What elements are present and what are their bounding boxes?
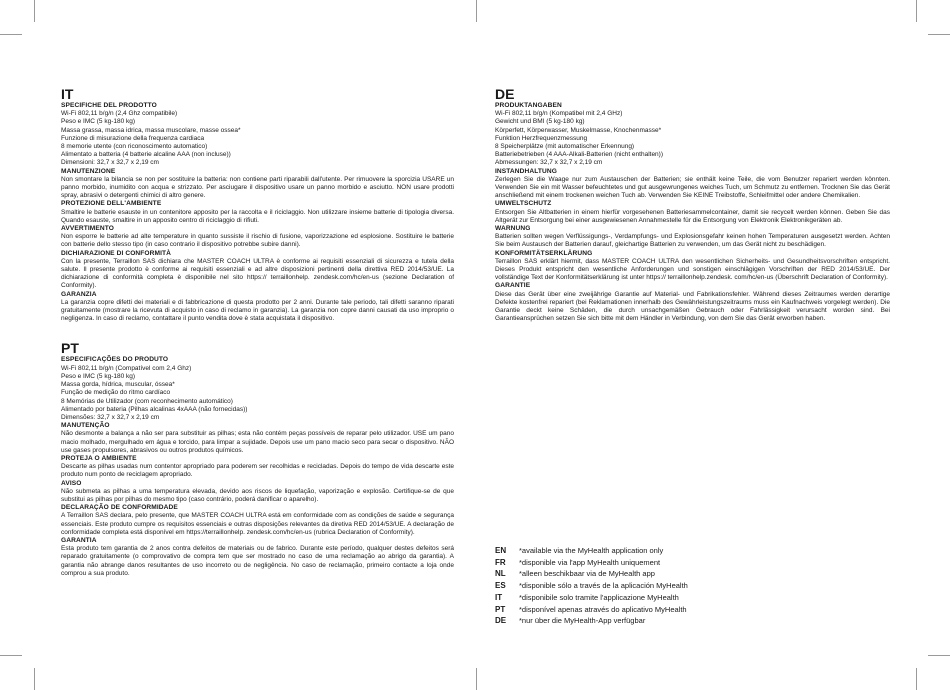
footnote-row bbox=[495, 557, 890, 569]
conformity-heading: KONFORMITÄTSERKLÄRUNG bbox=[495, 249, 593, 257]
maintenance-text: Zerlegen Sie die Waage nur zum Austauschen der Batterien; sie enthält keine Teile, die vom Benutzer repariert werden könnten. Verwenden Sie ein mit Wasser befeuchtetes und gut ausgewrungenes weiches Tuch, um Schmutz zu entfernen. Trocknen Sie das Gerät anschließend mit einem trockenen weichen Tuch ab. Verwenden Sie KEINE Treibstoffe, Schleifmittel oder andere Chemikalien. bbox=[495, 175, 890, 200]
footnote-language: IT bbox=[495, 592, 503, 602]
footnote-language: EN bbox=[495, 546, 507, 555]
section-it bbox=[61, 87, 454, 323]
crop-mark bbox=[34, 0, 35, 22]
spec-line: Wi-Fi 802,11 b/g/n (2,4 Ghz compatibile) bbox=[61, 110, 178, 118]
footnote-text: *nur über die MyHealth-App verfügbar bbox=[519, 616, 646, 626]
section-de bbox=[495, 87, 890, 323]
warranty-heading: GARANTIE bbox=[495, 282, 531, 290]
warranty-text: La garanzia copre difetti dei materiali e di fabbricazione di questa prodotto per 2 anni. Durante tale periodo, tali difetti saranno riparati gratuitamente (mostrare la ricevuta di acquisto in caso di reclamo in garanzia). La garanzia non copre danni causati da uso improprio o negligenza. In caso di reclamo, contattare il punto vendita dove è stata acquistata il dispositivo. bbox=[61, 298, 454, 323]
warranty-heading: GARANZIA bbox=[61, 290, 97, 298]
environment-heading: PROTEJA O AMBIENTE bbox=[61, 454, 137, 462]
footnote-text: *disponible via l'app MyHealth uniquement bbox=[519, 557, 661, 567]
environment-heading: UMWELTSCHUTZ bbox=[495, 200, 552, 208]
maintenance-text: Non smontare la bilancia se non per sostituire la batteria: non contiene parti riparabili dall'utente. Per rimuovere la sporcizia USARE un panno morbido, inumidito con acqua e strizzato. Per asciugare il dispositivo usare un panno morbido e asciutto. NON usare prodotti spray, abrasivi o detergenti chimici di altro genere. bbox=[61, 175, 454, 200]
warning-text: Batterien sollten wegen Verflüssigungs-, Verdampfungs- und Explosionsgefahr keinen hohen Temperaturen ausgesetzt werden. Achten Sie beim Austausch der Batterien darauf, gleichartige Batterien zu verwenden, um das Gerät nicht zu beschädigen. bbox=[495, 233, 890, 249]
maintenance-heading: INSTANDHALTUNG bbox=[495, 167, 557, 175]
spec-line: Dimensões: 32,7 x 32,7 x 2,19 cm bbox=[61, 413, 160, 421]
app-footnotes bbox=[495, 545, 890, 627]
warning-heading: WARNUNG bbox=[495, 225, 531, 233]
footnote-text: *disponible sólo a través de la aplicación MyHealth bbox=[519, 581, 688, 591]
spec-line: Alimentato a batteria (4 batterie alcaline AAA (non incluse)) bbox=[61, 151, 231, 159]
warranty-text: Diese das Gerät über eine zweijährige Garantie auf Material- und Fabrikationsfehler. Während dieses Zeitraumes werden derartige Defekte kostenfrei repariert (bei Reklamationen innerhalb des Gewährleistungszeitraums muss ein Kaufnachweis vorgelegt werden). Die Garantie deckt keine Schäden, die durch unsachgemäßen Gebrauch oder Fahrlässigkeit verursacht worden sind. Bei Garantieansprüchen setzen Sie sich bitte mit dem Händler in Verbindung, von dem Sie das Gerät erworben haben. bbox=[495, 290, 890, 323]
spec-line: Körperfett, Körperwasser, Muskelmasse, Knochenmasse* bbox=[495, 126, 662, 134]
footnote-language: FR bbox=[495, 557, 506, 567]
maintenance-heading: MANUTENÇÃO bbox=[61, 422, 110, 430]
footnote-row bbox=[495, 604, 890, 616]
spec-heading: PRODUKTANGABEN bbox=[495, 102, 562, 109]
spec-line: 8 Memórias de Utilizador (com reconhecimento automático) bbox=[61, 397, 233, 405]
maintenance-text: Não desmonte a balança a não ser para substituir as pilhas; esta não contém peças possíveis de reparar pelo utilizador. USE um pano macio molhado, mergulhado em água e torcido, para limpar a sujidade. Depois use um pano macio seco para secar o dispositivo. NÃO use gases propulsores, abrasivos ou outros produtos químicos. bbox=[61, 430, 454, 454]
spec-line: Dimensioni: 32,7 x 32,7 x 2,19 cm bbox=[61, 159, 159, 167]
warning-text: Não submeta as pilhas a uma temperatura elevada, devido aos riscos de liquefação, vaporização e explosão. Certifique-se de que substitui as pilhas por pilhas do mesmo tipo (caso contrário, poderá danificar o aparelho). bbox=[61, 487, 454, 503]
spec-line: Alimentado por bateria (Pilhas alcalinas 4xAAA (não fornecidas)) bbox=[61, 405, 248, 413]
warning-heading: AVVERTIMENTO bbox=[61, 225, 114, 233]
conformity-heading: DICHIARAZIONE DI CONFORMITÀ bbox=[61, 249, 172, 257]
conformity-text: Con la presente, Terraillon SAS dichiara che MASTER COACH ULTRA è conforme ai requisiti essenziali di sicurezza e tutela della salute. Il presente prodotto è conforme ai requisiti essenziali e ad altre disposizioni pertinenti della direttiva RED 2014/53/UE. La dichiarazione di conformità completa è disponibile nel sito https:// terraillonhelp. zendesk.com/hc/en-us (sezione Declaration of Conformity). bbox=[61, 257, 454, 290]
environment-text: Entsorgen Sie Altbatterien in einem hierfür vorgesehenen Batteriesammelcontainer, damit sie recycelt werden können. Geben Sie das Altgerät zur Entsorgung bei einer ausgewiesenen Annahmestelle für die Entsorgung von Elektronik Elektronikgeräten ab. bbox=[495, 208, 890, 224]
spec-line: 8 Speicherplätze (mit automatischer Erkennung) bbox=[495, 143, 635, 151]
crop-mark bbox=[476, 0, 477, 22]
crop-mark bbox=[928, 34, 950, 35]
crop-mark bbox=[928, 655, 950, 656]
spec-line: 8 memorie utente (con riconoscimento automatico) bbox=[61, 143, 208, 151]
footnote-row bbox=[495, 615, 890, 627]
spec-line: Gewicht und BMI (5 kg-180 kg) bbox=[495, 118, 585, 126]
maintenance-heading: MANUTENZIONE bbox=[61, 167, 116, 175]
footnote-row bbox=[495, 545, 890, 557]
warning-heading: AVISO bbox=[61, 479, 82, 487]
spec-line: Massa gorda, hídrica, muscular, óssea* bbox=[61, 381, 175, 389]
environment-heading: PROTEZIONE DELL'AMBIENTE bbox=[61, 200, 162, 208]
environment-text: Smaltire le batterie esauste in un contenitore apposito per la raccolta e il riciclaggio. Non utilizzare insieme batterie di tipologia diversa. Quando esauste, smaltire in un apposito centro di riciclaggio di rifiuti. bbox=[61, 208, 454, 224]
language-code: PT bbox=[61, 340, 79, 357]
spec-line: Peso e IMC (5 kg-180 kg) bbox=[61, 372, 136, 380]
footnote-row bbox=[495, 568, 890, 580]
crop-mark bbox=[0, 34, 22, 35]
crop-mark bbox=[916, 668, 917, 690]
conformity-text: Terraillon SAS erklärt hiermit, dass MASTER COACH ULTRA den wesentlichen Sicherheits- und Gesundheitsvorschriften entspricht. Dieses Produkt entspricht den wesentliche Anforderungen und sonstigen einschlägigen Vorschriften der RED 2014/53/UE. Der vollständige Text der Konformitätserklärung ist unter https:// terraillonhelp.zendesk. com/hc/en-us (Überschrift Declaration of Conformity). bbox=[495, 257, 890, 282]
crop-mark bbox=[0, 655, 22, 656]
footnote-language: NL bbox=[495, 569, 506, 579]
footnote-text: *alleen beschikbaar via de MyHealth app bbox=[519, 569, 655, 579]
spec-line: Massa grassa, massa idrica, massa muscolare, masse ossea* bbox=[61, 126, 241, 134]
warranty-heading: GARANTIA bbox=[61, 536, 97, 544]
spec-line: Peso e IMC (5 kg-180 kg) bbox=[61, 118, 136, 126]
spec-line: Abmessungen: 32,7 x 32,7 x 2,19 cm bbox=[495, 159, 603, 167]
footnote-text: *disponível apenas através do aplicativo MyHealth bbox=[519, 604, 687, 614]
right-column bbox=[495, 87, 890, 323]
section-pt bbox=[61, 341, 454, 577]
spec-line: Função de medição do ritmo cardíaco bbox=[61, 389, 171, 397]
footnote-text: *disponibile solo tramite l'applicazione MyHealth bbox=[519, 592, 679, 602]
language-code: IT bbox=[61, 86, 74, 102]
crop-mark bbox=[34, 668, 35, 690]
footnote-row bbox=[495, 592, 890, 604]
footnote-text: *available via the MyHealth application only bbox=[519, 546, 664, 555]
spec-heading: SPECIFICHE DEL PRODOTTO bbox=[61, 102, 157, 109]
spec-line: Funktion Herzfrequenzmessung bbox=[495, 134, 588, 142]
spec-line: Wi-Fi 802,11 b/g/n (Compatível com 2,4 Ghz) bbox=[61, 364, 192, 372]
spec-line: Batteriebetrieben (4 AAA-Alkali-Batterien (nicht enthalten)) bbox=[495, 151, 664, 159]
spec-line: Wi-Fi 802,11 b/g/n (Kompatibel mit 2,4 GHz) bbox=[495, 110, 623, 118]
environment-text: Descarte as pilhas usadas num contentor apropriado para poderem ser recolhidas e recicladas. Depois do tempo de vida descarte este produto num ponto de reciclagem apropriado. bbox=[61, 463, 454, 479]
crop-mark bbox=[916, 0, 917, 22]
footnote-row bbox=[495, 580, 890, 592]
warranty-text: Esta produto tem garantia de 2 anos contra defeitos de materiais ou de fabrico. Durante este período, qualquer destes defeitos será reparado gratuitamente (o comprovativo de compra tem que ser mostrado no caso de uma reclamação ao abrigo da garantia). A garantia não abrange danos resultantes de uso incorreto ou de negligência. No caso de reclamação, primeiro contacte a loja onde comprou a sua produto. bbox=[61, 545, 454, 577]
spec-line: Funzione di misurazione della frequenza cardiaca bbox=[61, 134, 205, 142]
footnote-language: DE bbox=[495, 616, 507, 626]
language-code: DE bbox=[495, 86, 515, 102]
warning-text: Non esporre le batterie ad alte temperature in quanto sussiste il rischio di fusione, vaporizzazione ed esplosione. Sostituire le batterie con batterie dello stesso tipo (in caso contrario il dispositivo potrebbe subire danni). bbox=[61, 233, 454, 249]
conformity-text: A Terraillon SAS declara, pelo presente, que MASTER COACH ULTRA está em conformidade com as condições de saúde e segurança essenciais. Este produto cumpre os requisitos essenciais e outras disposições relevantes da diretiva RED 2014/53/UE. A declaração de conformidade completa está disponível em https://terraillonhelp. zendesk.com/hc/en-us (rubrica Declaration of Conformity). bbox=[61, 512, 454, 536]
footnote-language: PT bbox=[495, 604, 506, 614]
spec-heading: ESPECIFICAÇÕES DO PRODUTO bbox=[61, 356, 169, 364]
crop-mark bbox=[476, 668, 477, 690]
left-column bbox=[61, 87, 454, 578]
footnote-language: ES bbox=[495, 581, 506, 591]
conformity-heading: DECLARAÇÃO DE CONFORMIDADE bbox=[61, 504, 178, 512]
